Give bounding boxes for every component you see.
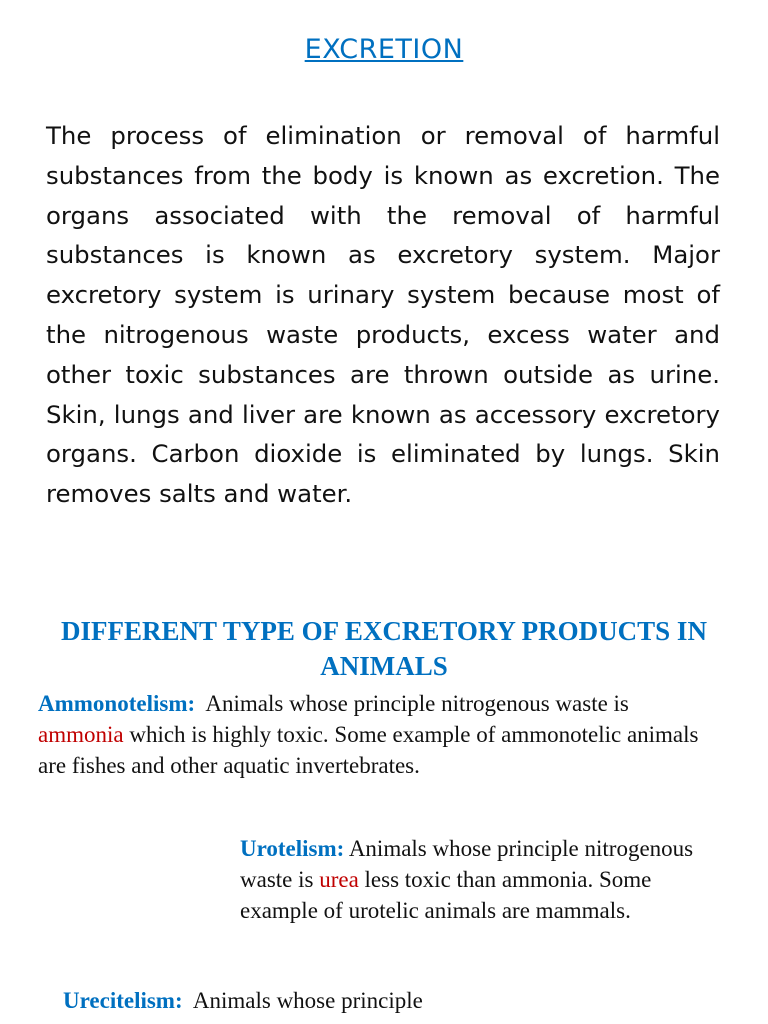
urotelism-text-before: Animals whose principle nitrogenous waste is xyxy=(240,836,694,892)
intro-paragraph: The process of elimination or removal of harmful substances from the body is known as excretion. The organs associated with the removal of harmful substances is known as excretory system. Major excretory system is urinary system because most of the nitrogenous waste products, excess water and other toxic substances are thrown outside as urine. Skin, lungs and liver are known as accessory excretory organs. Carbon dioxide is eliminated by lungs. Skin removes salts and water. xyxy=(46,121,720,509)
ammonotelism-text-before: Animals whose principle nitrogenous waste is xyxy=(205,691,629,716)
urotelism-paragraph xyxy=(240,833,720,926)
urotelism-term: Urotelism: xyxy=(240,836,345,861)
document-title: EXCRETION xyxy=(304,34,464,65)
ammonotelism-text-after: which is highly toxic. Some example of ammonotelic animals are fishes and other aquatic invertebrates. xyxy=(38,722,699,778)
urea-highlight: urea xyxy=(319,867,359,892)
ammonotelism-term: Ammonotelism: xyxy=(38,691,196,716)
section-heading: DIFFERENT TYPE OF EXCRETORY PRODUCTS IN ANIMALS xyxy=(61,616,707,681)
urecitelism-paragraph xyxy=(63,985,703,1016)
ammonia-highlight: ammonia xyxy=(38,722,124,747)
urecitelism-text-before: Animals whose principle xyxy=(192,988,423,1013)
urecitelism-term: Urecitelism: xyxy=(63,988,183,1013)
urotelism-text-after: less toxic than ammonia. Some example of urotelic animals are mammals. xyxy=(240,867,652,923)
ammonotelism-paragraph xyxy=(38,688,708,781)
